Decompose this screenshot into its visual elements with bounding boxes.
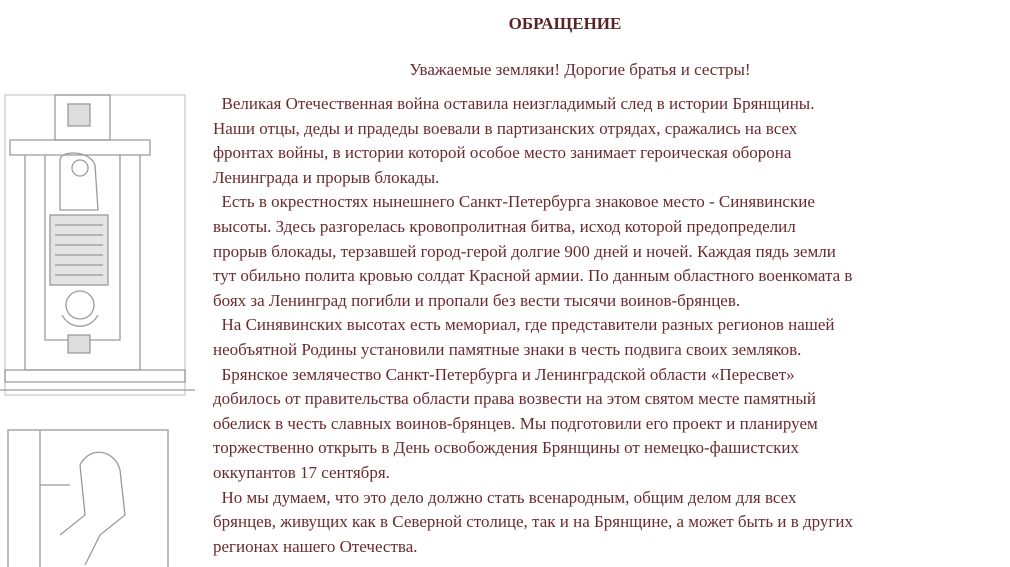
text-line: регионах нашего Отечества.: [213, 536, 418, 556]
text-line: тут обильно полита кровью солдат Красной армии. По данным областного военкомата в: [213, 266, 853, 286]
text-line: На Синявинских высотах есть мемориал, где представители разных регионов нашей: [213, 315, 835, 335]
text-line: оккупантов 17 сентября.: [213, 462, 390, 482]
text-line: прорыв блокады, терзавшей город-герой долгие 900 дней и ночей. Каждая пядь земли: [213, 241, 836, 261]
text-line: Великая Отечественная война оставила неизгладимый след в истории Брянщины.: [213, 94, 815, 113]
document-title: ОБРАЩЕНИЕ: [508, 14, 622, 33]
text-line: высоты. Здесь разгорелась кровопролитная битва, исход которой предопределил: [213, 216, 796, 236]
document-body: [213, 92, 1003, 559]
obelisk-drawing: [0, 90, 195, 405]
text-line: торжественно открыть в День освобождения Брянщины от немецко-фашистских: [213, 438, 799, 458]
text-line: брянцев, живущих как в Северной столице, так и на Брянщине, а может быть и в других: [213, 512, 853, 532]
text-line: боях за Ленинград погибли и пропали без вести тысячи воинов-брянцев.: [213, 290, 741, 310]
text-line: Ленинграда и прорыв блокады.: [213, 167, 440, 187]
text-line: Есть в окрестностях нынешнего Санкт-Петербурга знаковое место - Синявинские: [213, 192, 815, 212]
text-line: обелиск в честь славных воинов-брянцев. Мы подготовили его проект и планируем: [213, 413, 818, 433]
text-line: необъятной Родины установили памятные знаки в честь подвига своих земляков.: [213, 339, 802, 359]
text-line: Брянское землячество Санкт-Петербурга и Ленинградской области «Пересвет»: [213, 364, 795, 384]
text-line: Наши отцы, деды и прадеды воевали в партизанских отрядах, сражались на всех: [213, 118, 798, 138]
obelisk-detail-drawing: [0, 425, 180, 567]
text-line: добилось от правительства области права возвести на этом святом месте памятный: [213, 389, 816, 409]
greeting: Уважаемые земляки! Дорогие братья и сестры!: [409, 60, 751, 79]
text-line: фронтах войны, в истории которой особое место занимает героическая оборона: [213, 143, 792, 163]
text-line: Но мы думаем, что это дело должно стать всенародным, общим делом для всех: [213, 487, 797, 507]
